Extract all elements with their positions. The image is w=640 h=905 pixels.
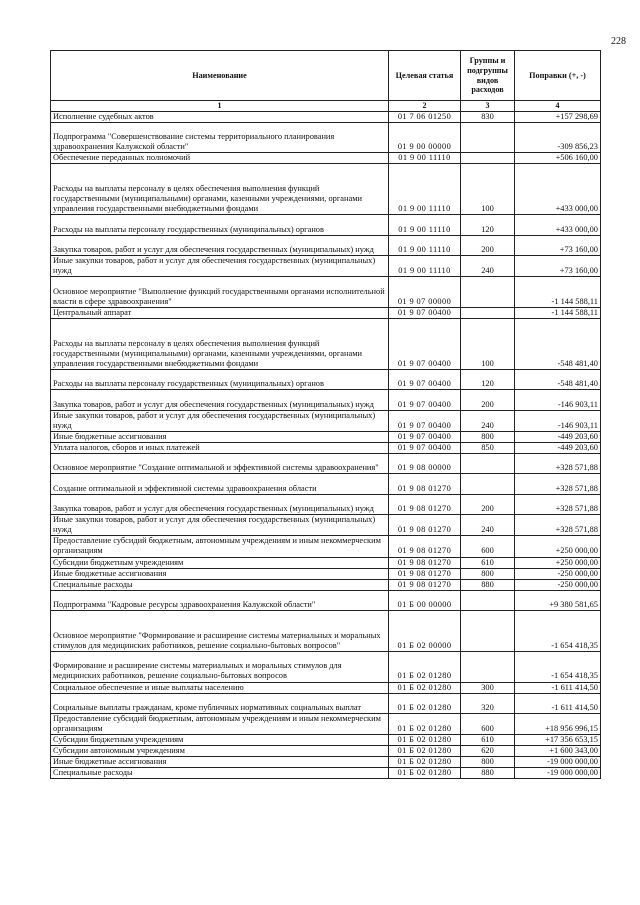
table-row xyxy=(51,693,601,713)
row-group: 800 xyxy=(461,568,515,579)
row-amount: +328 571,88 xyxy=(515,454,601,474)
row-code: 01 9 07 00400 xyxy=(389,442,461,453)
row-group: 850 xyxy=(461,442,515,453)
column-number-row xyxy=(51,101,601,112)
row-group xyxy=(461,590,515,610)
table-row xyxy=(51,768,601,779)
row-group: 600 xyxy=(461,714,515,735)
row-amount: +17 356 653,15 xyxy=(515,735,601,746)
row-amount: -449 203,60 xyxy=(515,431,601,442)
table-row xyxy=(51,735,601,746)
row-name: Иные бюджетные ассигнования xyxy=(51,757,389,768)
table-row xyxy=(51,682,601,693)
row-group xyxy=(461,454,515,474)
row-code: 01 Б 02 01280 xyxy=(389,746,461,757)
row-code: 01 9 08 00000 xyxy=(389,454,461,474)
row-name: Иные закупки товаров, работ и услуг для обеспечения государственных (муниципальных) нужд xyxy=(51,256,389,277)
row-group: 100 xyxy=(461,164,515,215)
budget-table xyxy=(50,50,601,779)
header-name: Наименование xyxy=(51,51,389,101)
row-group: 880 xyxy=(461,768,515,779)
row-amount: -1 611 414,50 xyxy=(515,682,601,693)
row-group xyxy=(461,122,515,153)
table-row xyxy=(51,122,601,153)
row-code: 01 9 08 01270 xyxy=(389,494,461,514)
row-amount: -548 481,40 xyxy=(515,369,601,389)
table-row xyxy=(51,579,601,590)
row-name: Иные бюджетные ассигнования xyxy=(51,431,389,442)
row-name: Предоставление субсидий бюджетным, автономным учреждениям и иным некоммерческим организациям xyxy=(51,536,389,557)
row-code: 01 7 06 01250 xyxy=(389,111,461,122)
row-group: 200 xyxy=(461,235,515,255)
table-row xyxy=(51,494,601,514)
row-code: 01 9 08 01270 xyxy=(389,515,461,536)
table-row xyxy=(51,746,601,757)
row-group: 300 xyxy=(461,682,515,693)
row-amount: -548 481,40 xyxy=(515,318,601,369)
table-row xyxy=(51,454,601,474)
row-name: Субсидии автономным учреждениям xyxy=(51,746,389,757)
row-code: 01 Б 02 01280 xyxy=(389,682,461,693)
row-amount: +9 380 581,65 xyxy=(515,590,601,610)
row-amount: +73 160,00 xyxy=(515,256,601,277)
row-group: 610 xyxy=(461,557,515,568)
row-name: Закупка товаров, работ и услуг для обеспечения государственных (муниципальных) нужд xyxy=(51,235,389,255)
row-name: Субсидии бюджетным учреждениям xyxy=(51,557,389,568)
table-row xyxy=(51,277,601,308)
row-group xyxy=(461,651,515,682)
row-group: 240 xyxy=(461,515,515,536)
row-code: 01 9 07 00400 xyxy=(389,369,461,389)
table-row xyxy=(51,215,601,235)
table-row xyxy=(51,590,601,610)
row-code: 01 9 07 00000 xyxy=(389,277,461,308)
row-amount: -309 856,23 xyxy=(515,122,601,153)
row-amount: -1 654 418,35 xyxy=(515,651,601,682)
row-amount: -1 144 588,11 xyxy=(515,277,601,308)
row-group: 880 xyxy=(461,579,515,590)
row-amount: +433 000,00 xyxy=(515,215,601,235)
row-code: 01 9 08 01270 xyxy=(389,579,461,590)
row-amount: -19 000 000,00 xyxy=(515,757,601,768)
table-row xyxy=(51,307,601,318)
table-row xyxy=(51,390,601,410)
row-code: 01 Б 02 01280 xyxy=(389,757,461,768)
row-code: 01 9 07 00400 xyxy=(389,318,461,369)
row-group: 100 xyxy=(461,318,515,369)
row-amount: -1 611 414,50 xyxy=(515,693,601,713)
header-group: Группы и подгруппы видов расходов xyxy=(461,51,515,101)
row-name: Основное мероприятие "Формирование и расширение системы материальных и моральных стимулов для медицинских работников, решение социально-бытовых вопросов" xyxy=(51,611,389,652)
table-row xyxy=(51,651,601,682)
row-name: Создание оптимальной и эффективной системы здравоохранения области xyxy=(51,474,389,494)
table-row xyxy=(51,235,601,255)
row-group: 800 xyxy=(461,757,515,768)
row-amount: -1 144 588,11 xyxy=(515,307,601,318)
row-group: 800 xyxy=(461,431,515,442)
row-code: 01 9 07 00400 xyxy=(389,307,461,318)
row-code: 01 9 00 00000 xyxy=(389,122,461,153)
row-name: Обеспечение переданных полномочий xyxy=(51,153,389,164)
row-amount: +1 600 343,00 xyxy=(515,746,601,757)
row-code: 01 9 00 11110 xyxy=(389,256,461,277)
row-amount: +250 000,00 xyxy=(515,536,601,557)
header-amount: Поправки (+, -) xyxy=(515,51,601,101)
row-name: Закупка товаров, работ и услуг для обеспечения государственных (муниципальных) нужд xyxy=(51,390,389,410)
column-number: 4 xyxy=(515,101,601,112)
row-name: Специальные расходы xyxy=(51,768,389,779)
row-group: 620 xyxy=(461,746,515,757)
column-number: 3 xyxy=(461,101,515,112)
row-code: 01 9 00 11110 xyxy=(389,153,461,164)
row-group: 200 xyxy=(461,390,515,410)
row-amount: -250 000,00 xyxy=(515,568,601,579)
row-name: Формирование и расширение системы материальных и моральных стимулов для медицинских работников, решение социально-бытовых вопросов xyxy=(51,651,389,682)
row-amount: +328 571,88 xyxy=(515,515,601,536)
row-group xyxy=(461,277,515,308)
row-name: Основное мероприятие "Создание оптимальной и эффективной системы здравоохранения" xyxy=(51,454,389,474)
row-amount: -250 000,00 xyxy=(515,579,601,590)
row-code: 01 Б 02 01280 xyxy=(389,693,461,713)
page-number: 228 xyxy=(611,36,626,47)
row-name: Уплата налогов, сборов и иных платежей xyxy=(51,442,389,453)
table-row xyxy=(51,410,601,431)
row-name: Иные бюджетные ассигнования xyxy=(51,568,389,579)
row-code: 01 Б 02 00000 xyxy=(389,611,461,652)
table-header-row xyxy=(51,51,601,101)
row-name: Подпрограмма "Совершенствование системы территориального планирования здравоохранения Калужской области" xyxy=(51,122,389,153)
row-code: 01 Б 02 01280 xyxy=(389,651,461,682)
row-name: Расходы на выплаты персоналу государственных (муниципальных) органов xyxy=(51,215,389,235)
table-row xyxy=(51,568,601,579)
row-amount: +506 160,00 xyxy=(515,153,601,164)
row-name: Закупка товаров, работ и услуг для обеспечения государственных (муниципальных) нужд xyxy=(51,494,389,514)
row-group: 600 xyxy=(461,536,515,557)
row-group xyxy=(461,153,515,164)
table-row xyxy=(51,431,601,442)
row-group: 120 xyxy=(461,369,515,389)
row-code: 01 9 07 00400 xyxy=(389,410,461,431)
row-name: Основное мероприятие "Выполнение функций государственными органами исполнительной власти в сфере здравоохранения" xyxy=(51,277,389,308)
row-name: Центральный аппарат xyxy=(51,307,389,318)
row-group: 200 xyxy=(461,494,515,514)
row-group: 320 xyxy=(461,693,515,713)
row-name: Социальное обеспечение и иные выплаты населению xyxy=(51,682,389,693)
row-code: 01 9 00 11110 xyxy=(389,215,461,235)
row-group: 830 xyxy=(461,111,515,122)
column-number: 2 xyxy=(389,101,461,112)
row-code: 01 Б 00 00000 xyxy=(389,590,461,610)
row-name: Подпрограмма "Кадровые ресурсы здравоохранения Калужской области" xyxy=(51,590,389,610)
row-name: Иные закупки товаров, работ и услуг для обеспечения государственных (муниципальных) нужд xyxy=(51,515,389,536)
table-row xyxy=(51,256,601,277)
row-amount: +328 571,88 xyxy=(515,474,601,494)
row-amount: +250 000,00 xyxy=(515,557,601,568)
table-row xyxy=(51,442,601,453)
row-group: 610 xyxy=(461,735,515,746)
row-name: Специальные расходы xyxy=(51,579,389,590)
table-row xyxy=(51,757,601,768)
row-name: Расходы на выплаты персоналу в целях обеспечения выполнения функций государственными (муниципальными) органами, казенными учреждениями, органами управления государственными внебюджетными фондами xyxy=(51,318,389,369)
row-code: 01 9 08 01270 xyxy=(389,557,461,568)
row-code: 01 9 00 11110 xyxy=(389,235,461,255)
table-row xyxy=(51,369,601,389)
row-amount: -146 903,11 xyxy=(515,410,601,431)
row-code: 01 9 08 01270 xyxy=(389,474,461,494)
row-code: 01 9 08 01270 xyxy=(389,536,461,557)
row-amount: +328 571,88 xyxy=(515,494,601,514)
row-name: Социальные выплаты гражданам, кроме публичных нормативных социальных выплат xyxy=(51,693,389,713)
row-group xyxy=(461,307,515,318)
column-number: 1 xyxy=(51,101,389,112)
row-amount: +157 298,69 xyxy=(515,111,601,122)
row-name: Иные закупки товаров, работ и услуг для обеспечения государственных (муниципальных) нужд xyxy=(51,410,389,431)
row-amount: -1 654 418,35 xyxy=(515,611,601,652)
row-code: 01 Б 02 01280 xyxy=(389,768,461,779)
header-code: Целевая статья xyxy=(389,51,461,101)
table-row xyxy=(51,536,601,557)
row-code: 01 9 08 01270 xyxy=(389,568,461,579)
row-amount: -19 000 000,00 xyxy=(515,768,601,779)
table-row xyxy=(51,515,601,536)
row-group: 120 xyxy=(461,215,515,235)
row-code: 01 9 00 11110 xyxy=(389,164,461,215)
row-code: 01 Б 02 01280 xyxy=(389,735,461,746)
table-row xyxy=(51,111,601,122)
row-amount: +73 160,00 xyxy=(515,235,601,255)
table-row xyxy=(51,557,601,568)
row-name: Предоставление субсидий бюджетным, автономным учреждениям и иным некоммерческим организациям xyxy=(51,714,389,735)
row-group: 240 xyxy=(461,256,515,277)
table-row xyxy=(51,153,601,164)
row-name: Расходы на выплаты персоналу в целях обеспечения выполнения функций государственными (муниципальными) органами, казенными учреждениями, органами управления государственными внебюджетными фондами xyxy=(51,164,389,215)
row-amount: -449 203,60 xyxy=(515,442,601,453)
table-row xyxy=(51,474,601,494)
row-code: 01 Б 02 01280 xyxy=(389,714,461,735)
row-amount: -146 903,11 xyxy=(515,390,601,410)
row-name: Субсидии бюджетным учреждениям xyxy=(51,735,389,746)
table-row xyxy=(51,164,601,215)
table-row xyxy=(51,714,601,735)
row-amount: +18 956 996,15 xyxy=(515,714,601,735)
row-name: Исполнение судебных актов xyxy=(51,111,389,122)
row-group xyxy=(461,474,515,494)
row-group: 240 xyxy=(461,410,515,431)
row-group xyxy=(461,611,515,652)
row-name: Расходы на выплаты персоналу государственных (муниципальных) органов xyxy=(51,369,389,389)
row-amount: +433 000,00 xyxy=(515,164,601,215)
row-code: 01 9 07 00400 xyxy=(389,390,461,410)
table-row xyxy=(51,318,601,369)
row-code: 01 9 07 00400 xyxy=(389,431,461,442)
table-row xyxy=(51,611,601,652)
